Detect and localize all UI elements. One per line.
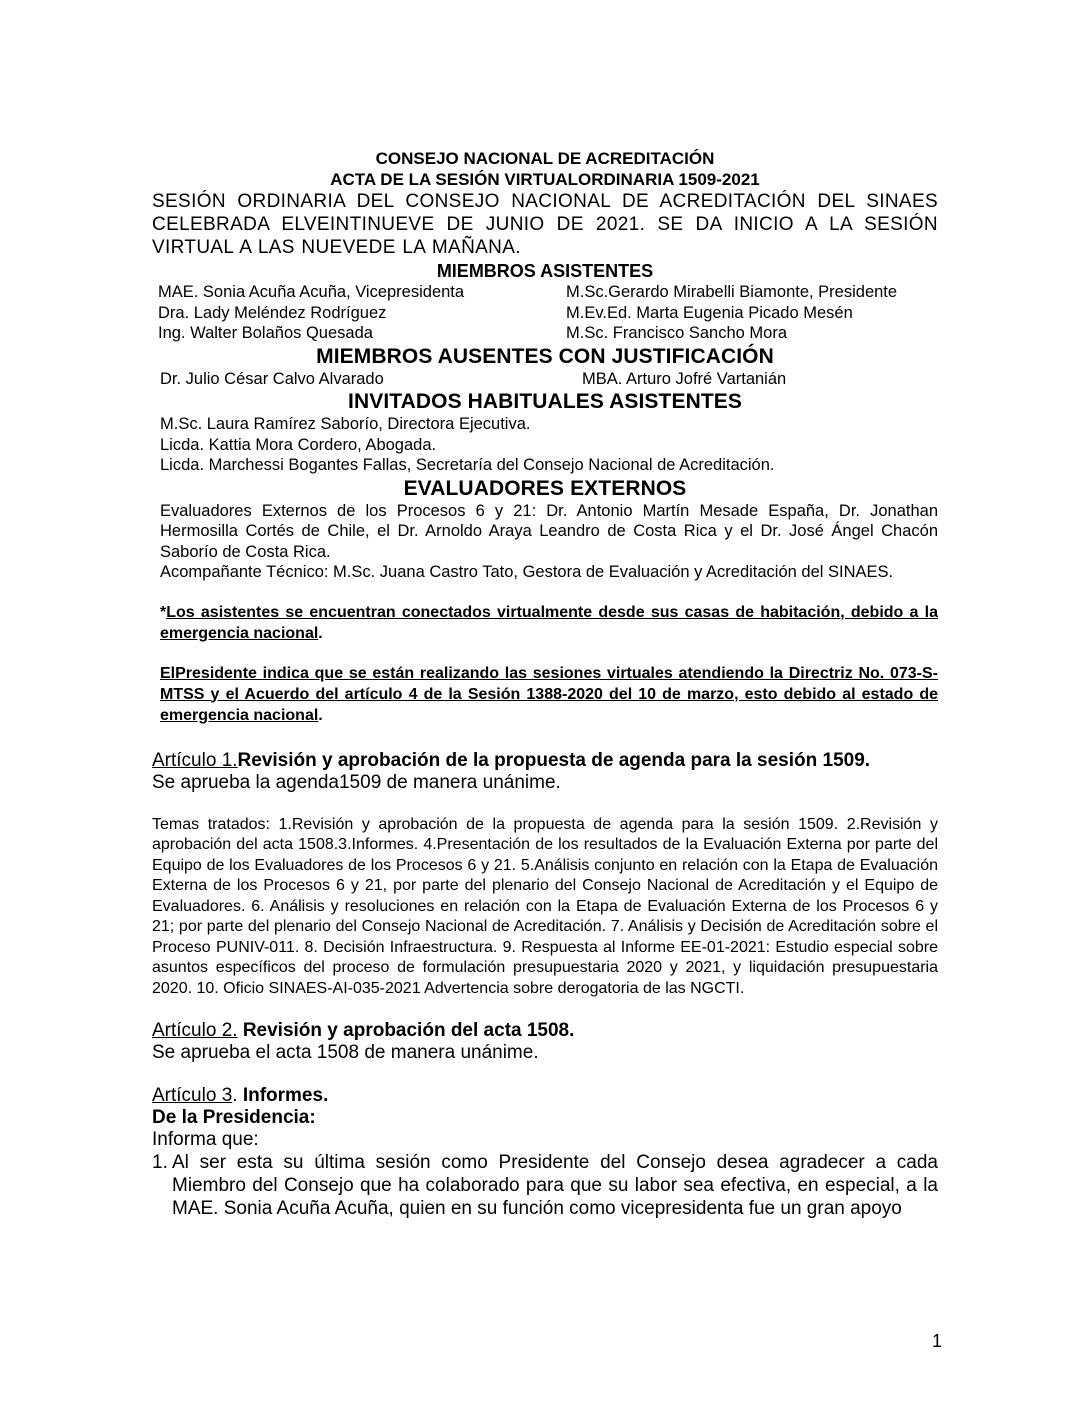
evaluadores-heading: EVALUADORES EXTERNOS: [403, 476, 687, 500]
virtual-attendance-notice: *Los asistentes se encuentran conectados virtualmente desde sus casas de habitación, debido a la emergencia nacional.: [160, 603, 938, 642]
list-item: [152, 1151, 938, 1220]
invitados-heading: INVITADOS HABITUALES ASISTENTES: [348, 390, 742, 413]
session-title: ACTA DE LA SESIÓN VIRTUALORDINARIA 1509-2021: [330, 170, 760, 189]
session-lead: SESIÓN ORDINARIA DEL CONSEJO NACIONAL DE ACREDITACIÓN DEL SINAES CELEBRADA ELVEINTINUEVE DE JUNIO DE 2021. SE DA INICIO A LA SESIÓN VIRTUAL A LAS NUEVEDE LA MAÑANA.: [152, 191, 938, 258]
articulo-2-text: Se aprueba el acta 1508 de manera unánime.: [152, 1042, 539, 1063]
temas-tratados: Temas tratados: 1.Revisión y aprobación de la propuesta de agenda para la sesión 1509. 2.Revisión y aprobación del acta 1508.3.Informes. 4.Presentación de los resultados de la Evaluación Externa por parte del Equipo de los Evaluadores de los Procesos 6 y 21. 5.Análisis conjunto en relación con la Etapa de Evaluación Externa de los Procesos 6 y 21, por parte del plenario del Consejo Nacional de Acreditación y el Equipo de Evaluadores. 6. Análisis y resoluciones en relación con la Etapa de Evaluación Externa de los Procesos 6 y 21; por parte del plenario del Consejo Nacional de Acreditación. 7. Análisis y Decisión de Acreditación sobre el Proceso PUNIV-011. 8. Decisión Infraestructura. 9. Respuesta al Informe EE-01-2021: Estudio especial sobre asuntos específicos del proceso de formulación presupuestaria 2020 y 2021, y liquidación presupuestaria 2020. 10. Oficio SINAES-AI-035-2021 Advertencia sobre derogatoria de las NGCTI.: [152, 815, 938, 997]
directive-notice: ElPresidente indica que se están realizando las sesiones virtuales atendiendo la Directriz No. 073-S-MTSS y el Acuerdo del artículo 4 de la Sesión 1388-2020 del 10 de marzo, esto debido al estado de emergencia nacional.: [160, 664, 938, 724]
articulo-1-text: Se aprueba la agenda1509 de manera unánime.: [152, 771, 561, 793]
articulo-2-heading: Artículo 2. Revisión y aprobación del acta 1508.: [152, 1020, 575, 1041]
member: Dr. Julio César Calvo Alvarado: [160, 369, 384, 388]
document-body: [152, 148, 938, 1220]
member: MAE. Sonia Acuña Acuña, Vicepresidenta: [158, 283, 465, 301]
member: M.Sc. Francisco Sancho Mora: [566, 324, 787, 342]
informa-intro: Informa que:: [152, 1129, 259, 1150]
articulo-1-heading: Artículo 1.Revisión y aprobación de la propuesta de agenda para la sesión 1509.: [152, 749, 871, 771]
presidencia-subheading: De la Presidencia:: [152, 1107, 316, 1128]
miembros-ausentes-heading: MIEMBROS AUSENTES CON JUSTIFICACIÓN: [316, 344, 774, 368]
miembros-asistentes-list: [152, 282, 938, 344]
miembros-asistentes-heading: MIEMBROS ASISTENTES: [436, 261, 654, 281]
member: Dra. Lady Meléndez Rodríguez: [158, 303, 387, 322]
member: M.Sc.Gerardo Mirabelli Biamonte, Presidente: [566, 283, 898, 301]
page-number: 1: [931, 1331, 942, 1351]
member: MBA. Arturo Jofré Vartanián: [582, 369, 787, 388]
member: M.Ev.Ed. Marta Eugenia Picado Mesén: [566, 303, 853, 322]
invitados-list: [152, 414, 938, 476]
list-item-number: 1.: [152, 1152, 168, 1173]
guest: Licda. Marchessi Bogantes Fallas, Secretaría del Consejo Nacional de Acreditación.: [160, 456, 775, 474]
guest: M.Sc. Laura Ramírez Saborío, Directora Ejecutiva.: [160, 415, 531, 433]
miembros-ausentes-list: [152, 369, 938, 390]
member: Ing. Walter Bolaños Quesada: [158, 324, 373, 342]
guest: Licda. Kattia Mora Cordero, Abogada.: [160, 435, 437, 454]
council-title: CONSEJO NACIONAL DE ACREDITACIÓN: [375, 149, 715, 168]
evaluadores-paragraph: Evaluadores Externos de los Procesos 6 y 21: Dr. Antonio Martín Mesade España, Dr. Jonathan Hermosilla Cortés de Chile, el Dr. Arnoldo Araya Leandro de Costa Rica y el Dr. José Ángel Chacón Saborío de Costa Rica.: [160, 501, 938, 561]
acompanante-paragraph: Acompañante Técnico: M.Sc. Juana Castro Tato, Gestora de Evaluación y Acreditación del SINAES.: [160, 563, 894, 581]
articulo-3-heading: Artículo 3. Informes.: [152, 1085, 329, 1106]
list-item-text: Al ser esta su última sesión como Presidente del Consejo desea agradecer a cada Miembro del Consejo que ha colaborado para que su labor sea efectiva, en especial, a la MAE. Sonia Acuña Acuña, quien en su función como vicepresidenta fue un gran apoyo: [172, 1152, 938, 1219]
